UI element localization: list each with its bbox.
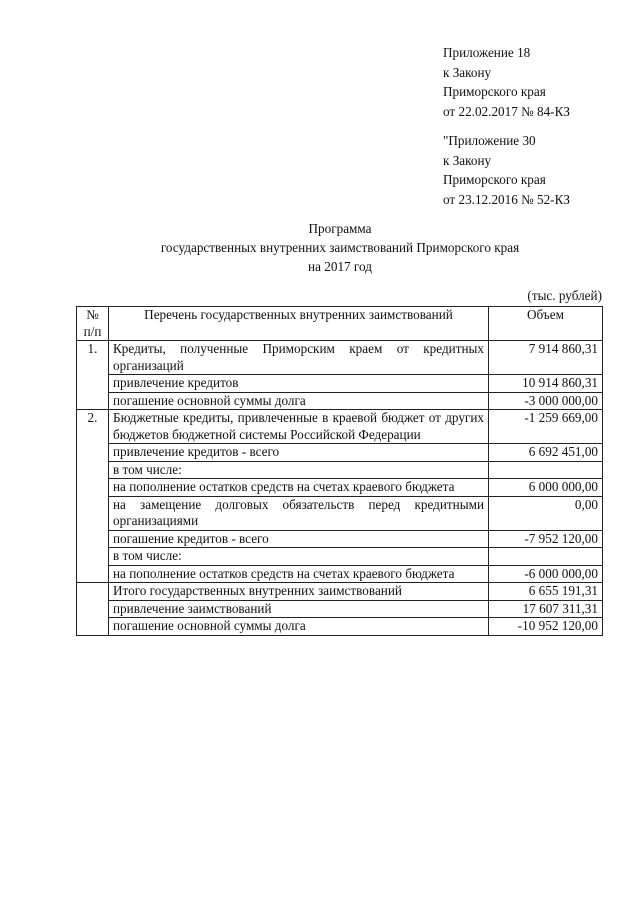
annex-18-reference bbox=[443, 43, 570, 121]
row-value: 7 914 860,31 bbox=[489, 341, 603, 375]
annex-line: Приморского края bbox=[443, 84, 546, 99]
row-name: привлечение кредитов bbox=[109, 375, 489, 393]
row-num bbox=[77, 583, 109, 636]
row-value: 6 692 451,00 bbox=[489, 444, 603, 462]
row-num: 2. bbox=[77, 410, 109, 583]
row-name: Кредиты, полученные Приморским краем от кредитных организаций bbox=[109, 341, 489, 375]
row-name: погашение основной суммы долга bbox=[109, 392, 489, 410]
table-row bbox=[77, 341, 603, 375]
annex-line: от 22.02.2017 № 84-КЗ bbox=[443, 103, 570, 119]
row-name: в том числе: bbox=[109, 461, 489, 479]
row-value: -7 952 120,00 bbox=[489, 530, 603, 548]
annex-line: "Приложение 30 bbox=[443, 133, 536, 148]
row-value: 6 655 191,31 bbox=[489, 583, 603, 601]
title-line: государственных внутренних заимствований Приморского края bbox=[160, 240, 520, 255]
table-row bbox=[77, 530, 603, 548]
table-row bbox=[77, 444, 603, 462]
table-header-row bbox=[77, 307, 603, 341]
table-row bbox=[77, 565, 603, 583]
title-line: на 2017 год bbox=[308, 259, 372, 274]
row-value: 6 000 000,00 bbox=[489, 479, 603, 497]
table-row bbox=[77, 618, 603, 636]
row-value: -3 000 000,00 bbox=[489, 392, 603, 410]
borrowings-table bbox=[76, 306, 603, 636]
annex-line: к Закону bbox=[443, 152, 492, 168]
title-line: Программа bbox=[308, 221, 372, 236]
row-value: -1 259 669,00 bbox=[489, 410, 603, 444]
annex-line: к Закону bbox=[443, 64, 492, 80]
row-value: -6 000 000,00 bbox=[489, 565, 603, 583]
row-value: 17 607 311,31 bbox=[489, 600, 603, 618]
table-row bbox=[77, 461, 603, 479]
header-name: Перечень государственных внутренних заимствований bbox=[109, 307, 489, 341]
table-row bbox=[77, 496, 603, 530]
row-value bbox=[489, 548, 603, 566]
document-title bbox=[0, 219, 640, 276]
row-name: погашение кредитов - всего bbox=[109, 530, 489, 548]
table-row bbox=[77, 583, 603, 601]
annex-line: Приложение 18 bbox=[443, 45, 531, 60]
row-name: на пополнение остатков средств на счетах краевого бюджета bbox=[109, 565, 489, 583]
header-num: № п/п bbox=[77, 307, 109, 341]
table-row bbox=[77, 479, 603, 497]
row-num: 1. bbox=[77, 341, 109, 410]
row-value: -10 952 120,00 bbox=[489, 618, 603, 636]
table-row bbox=[77, 410, 603, 444]
row-value bbox=[489, 461, 603, 479]
row-name: на замещение долговых обязательств перед кредитными организациями bbox=[109, 496, 489, 530]
annex-30-reference bbox=[443, 131, 570, 209]
row-name: Итого государственных внутренних заимствований bbox=[109, 583, 489, 601]
table-row bbox=[77, 600, 603, 618]
row-name: привлечение кредитов - всего bbox=[109, 444, 489, 462]
row-name: Бюджетные кредиты, привлеченные в краевой бюджет от других бюджетов бюджетной системы Российской Федерации bbox=[109, 410, 489, 444]
row-name: привлечение заимствований bbox=[109, 600, 489, 618]
table-row bbox=[77, 548, 603, 566]
annex-line: Приморского края bbox=[443, 172, 546, 187]
table-row bbox=[77, 392, 603, 410]
units-label: (тыс. рублей) bbox=[527, 288, 602, 303]
row-value: 0,00 bbox=[489, 496, 603, 530]
header-value: Объем bbox=[489, 307, 603, 341]
row-value: 10 914 860,31 bbox=[489, 375, 603, 393]
table-row bbox=[77, 375, 603, 393]
row-name: на пополнение остатков средств на счетах краевого бюджета bbox=[109, 479, 489, 497]
annex-line: от 23.12.2016 № 52-КЗ bbox=[443, 191, 570, 207]
row-name: в том числе: bbox=[109, 548, 489, 566]
row-name: погашение основной суммы долга bbox=[109, 618, 489, 636]
